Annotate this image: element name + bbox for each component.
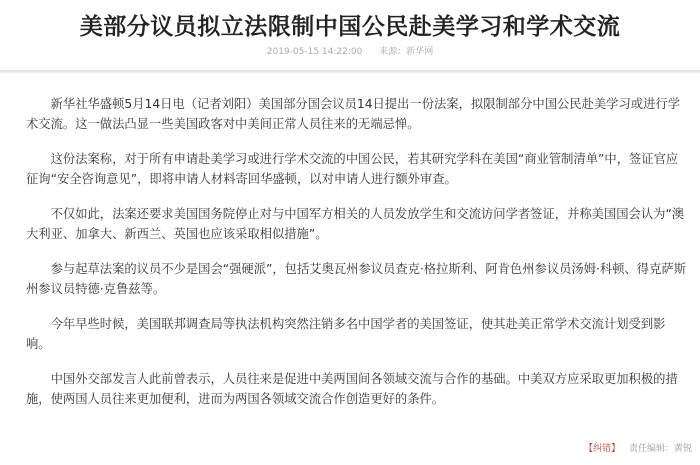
- article-paragraph: 不仅如此，法案还要求美国国务院停止对与中国军方相关的人员发放学生和交流访问学者签证，并称美国国会认为“澳大利亚、加拿大、新西兰、英国也应该采取相似措施”。: [26, 207, 685, 241]
- article-paragraph: 新华社华盛顿5月14日电（记者刘阳）美国部分国会议员14日提出一份法案，拟限制部分中国公民赴美学习或进行学术交流。这一做法凸显一些美国政客对中美间正常人员往来的无端忌惮。: [26, 97, 680, 131]
- article-source: 来源：新华网: [379, 47, 434, 57]
- publish-datetime: 2019-05-15 14:22:00: [266, 47, 363, 57]
- header-divider: [0, 70, 700, 74]
- responsible-editor: 责任编辑：黄锐: [628, 444, 692, 454]
- article-body: [26, 94, 690, 424]
- article-paragraph: 参与起草法案的议员不少是国会“强硬派”，包括艾奥瓦州参议员查克·格拉斯利、阿肯色州参议员汤姆·科顿、得克萨斯州参议员特德·克鲁兹等。: [26, 262, 686, 296]
- correction-link[interactable]: 【纠错】: [584, 444, 621, 454]
- article-title: 美部分议员拟立法限制中国公民赴美学习和学术交流: [79, 14, 621, 40]
- article-meta: [0, 44, 700, 57]
- article-paragraph: 这份法案称，对于所有申请赴美学习或进行学术交流的中国公民，若其研究学科在美国“商业管制清单”中，签证官应征询“安全咨询意见”，即将申请人材料寄回华盛顿，以对申请人进行额外审查。: [26, 152, 679, 186]
- article-paragraph: 中国外交部发言人此前曾表示，人员往来是促进中美两国间各领域交流与合作的基础。中美双方应采取更加积极的措施，使两国人员往来更加便利，进而为两国各领域交流合作创造更好的条件。: [26, 372, 678, 406]
- editor-footer: [584, 441, 692, 454]
- article-paragraph: 今年早些时候，美国联邦调查局等执法机构突然注销多名中国学者的美国签证，使其赴美正常学术交流计划受到影响。: [26, 317, 666, 351]
